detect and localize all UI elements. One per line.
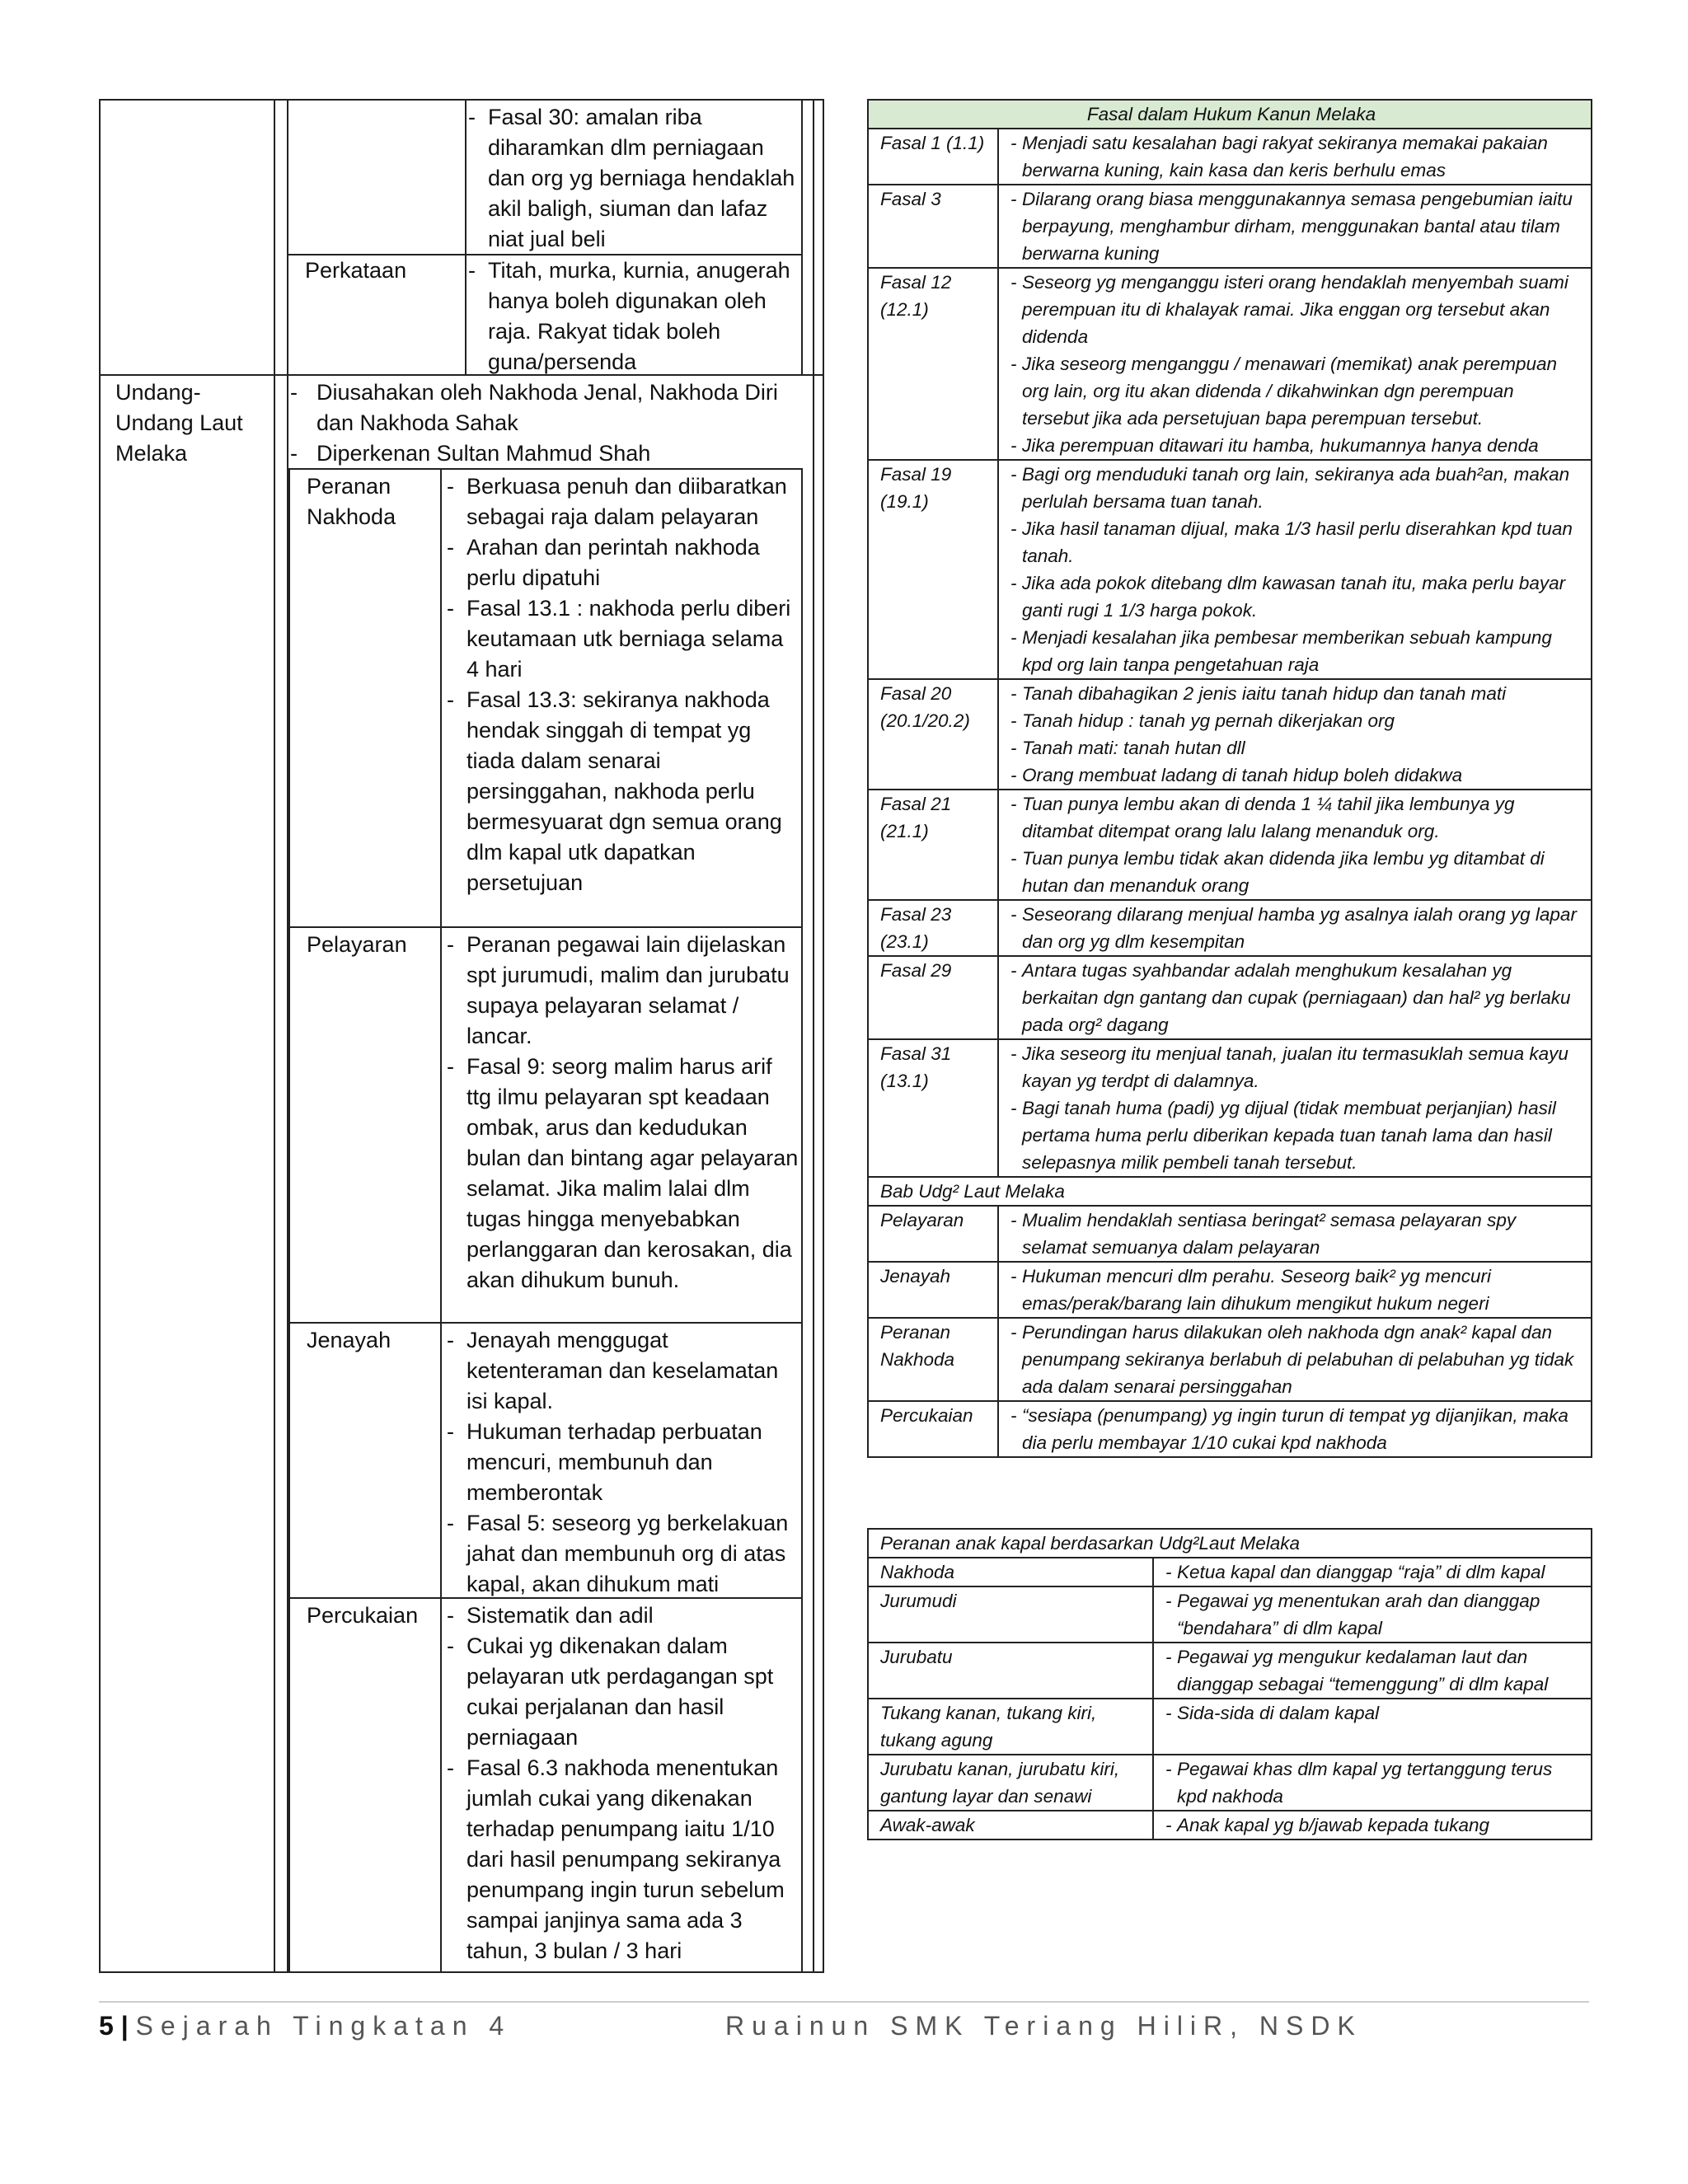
section-label: Undang-Undang Laut Melaka [115, 380, 243, 466]
list-item: Tanah mati: tanah hutan dll [1022, 738, 1245, 758]
list-item: Peranan pegawai lain dijelaskan spt jurumudi, malim dan jurubatu supaya pelayaran selamat / lancar. [467, 932, 790, 1048]
list-item: Jika hasil tanaman dijual, maka 1/3 hasil perlu diserahkan kpd tuan tanah. [1022, 518, 1573, 566]
list-item: Diusahakan oleh Nakhoda Jenal, Nakhoda Diri dan Nakhoda Sahak [316, 380, 778, 435]
row-label: Pelayaran [868, 1206, 998, 1262]
percukaian-cell: - Sistematik dan adil - Cukai yg dikenakan dalam pelayaran utk perdagangan spt cukai perjalanan dan hasil perniagaan - Fasal 6.3 nakhoda menentukan jumlah cukai yang dikenakan terhadap penumpang iaitu 1/10 dari hasil penumpang sekiranya penumpang ingin turun sebelum sampai janjinya sama ada 3 tahun, 3 bulan / 3 hari [447, 1601, 799, 1966]
table-row [868, 1206, 1592, 1262]
list-item: Jika perempuan ditawari itu hamba, hukumannya hanya denda [1022, 435, 1539, 456]
rule [440, 468, 442, 1971]
list-item: Berkuasa penuh dan diibaratkan sebagai raja dalam pelayaran [467, 474, 787, 529]
table-row [868, 790, 1592, 900]
list-item: Anak kapal yg b/jawab kepada tukang [1177, 1815, 1490, 1835]
list-item: Fasal 6.3 nakhoda menentukan jumlah cukai yang dikenakan terhadap penumpang iaitu 1/10 dari hasil penumpang sekiranya penumpang ingin turun sebelum sampai janjinya sama ada 3 tahun, 3 bulan / 3 hari [467, 1755, 785, 1963]
row-content: - Hukuman mencuri dlm perahu. Seseorg baik² yg mencuri emas/perak/barang lain dihukum mengikut hukum negeri [998, 1262, 1592, 1318]
table-row [868, 268, 1592, 460]
row-label: Jenayah [868, 1262, 998, 1318]
row-content: - Seseorg yg menganggu isteri orang hendaklah menyembah suami perempuan itu di khalayak ramai. Jika enggan org tersebut akan didenda - Jika seseorg menganggu / menawari (memikat) anak perempuan org lain, org itu akan didenda / dikahwinkan dgn perempuan tersebut jika ada persetujuan bapa perempuan tersebut. - Jika perempuan ditawari itu hamba, hukumannya hanya denda [998, 268, 1592, 460]
peranan-nakhoda-cell: - Berkuasa penuh dan diibaratkan sebagai raja dalam pelayaran - Arahan dan perintah nakhoda perlu dipatuhi - Fasal 13.1 : nakhoda perlu diberi keutamaan utk berniaga selama 4 hari - Fasal 13.3: sekiranya nakhoda hendak singgah di tempat yg tiada dalam senarai persinggahan, nakhoda perlu bermesyuarat dgn semua orang dlm kapal utk dapatkan persetujuan [447, 471, 799, 898]
perkataan-cell: - Titah, murka, kurnia, anugerah hanya boleh digunakan oleh raja. Rakyat tidak boleh guna/persenda [468, 255, 798, 377]
row-label: Fasal 23 (23.1) [868, 900, 998, 956]
row-label: Fasal 3 [868, 185, 998, 268]
row-content: - Jika seseorg itu menjual tanah, jualan itu termasuklah semua kayu kayan yg terdpt di dalamnya. - Bagi tanah huma (padi) yg dijual (tidak membuat perjanjian) hasil pertama huma perlu diberikan kepada tuan tanah lama dan hasil selepasnya milik pembeli tanah tersebut. [998, 1039, 1592, 1177]
list-item: Pegawai khas dlm kapal yg tertanggung terus kpd nakhoda [1177, 1759, 1553, 1807]
fasal-table [867, 99, 1592, 1458]
row-content: - Mualim hendaklah sentiasa beringat² semasa pelayaran spy selamat semuanya dalam pelayaran [998, 1206, 1592, 1262]
row-label: Fasal 20 (20.1/20.2) [868, 679, 998, 790]
list-item: Titah, murka, kurnia, anugerah hanya boleh digunakan oleh raja. Rakyat tidak boleh guna/persenda [488, 258, 790, 374]
list-item: Sida-sida di dalam kapal [1177, 1703, 1380, 1723]
list-item: Tuan punya lembu tidak akan didenda jika lembu yg ditambat di hutan dan menanduk orang [1022, 848, 1545, 896]
rule [813, 101, 814, 1971]
rule [801, 101, 803, 374]
table-title: Peranan anak kapal berdasarkan Udg²Laut Melaka [868, 1529, 1592, 1558]
row-content: - Anak kapal yg b/jawab kepada tukang [1153, 1811, 1592, 1840]
pelayaran-cell: - Peranan pegawai lain dijelaskan spt jurumudi, malim dan jurubatu supaya pelayaran selamat / lancar. - Fasal 9: seorg malim harus arif ttg ilmu pelayaran spt keadaan ombak, arus dan kedudukan bulan dan bintang agar pelayaran selamat. Jika malim lalai dlm tugas hingga menyebabkan perlanggaran dan kerosakan, dia akan dihukum bunuh. [447, 930, 799, 1296]
list-item: Pegawai yg mengukur kedalaman laut dan dianggap sebagai “temenggung” di dlm kapal [1177, 1647, 1549, 1694]
table-row [868, 1811, 1592, 1840]
row-content: - Sida-sida di dalam kapal [1153, 1699, 1592, 1755]
row-content: - Pegawai yg mengukur kedalaman laut dan dianggap sebagai “temenggung” di dlm kapal [1153, 1643, 1592, 1699]
table-row [868, 956, 1592, 1039]
table-row [868, 1401, 1592, 1457]
list-item: Dilarang orang biasa menggunakannya semasa pengebumian iaitu berpayung, menghambur dirham, menggunakan bantal atau tilam berwarna kuning [1022, 189, 1573, 264]
row-label: Fasal 12 (12.1) [868, 268, 998, 460]
list-item: Mualim hendaklah sentiasa beringat² semasa pelayaran spy selamat semuanya dalam pelayaran [1022, 1210, 1517, 1258]
table-row [868, 1586, 1592, 1643]
table-row [868, 1755, 1592, 1811]
page-number: 5 [99, 2011, 114, 2041]
row-label: Fasal 29 [868, 956, 998, 1039]
footer-subject: Sejarah Tingkatan 4 [135, 2011, 512, 2041]
row-label: Nakhoda [868, 1558, 1153, 1586]
footer-author-wrap [725, 2011, 1362, 2041]
list-item: Diperkenan Sultan Mahmud Shah [316, 441, 651, 466]
row-content: - Tanah dibahagikan 2 jenis iaitu tanah hidup dan tanah mati - Tanah hidup : tanah yg pernah dikerjakan org - Tanah mati: tanah hutan dll - Orang membuat ladang di tanah hidup boleh didakwa [998, 679, 1592, 790]
list-item: Antara tugas syahbandar adalah menghukum kesalahan yg berkaitan dgn gantang dan cupak (perniagaan) dan hal² yg berlaku pada org² dagang [1022, 960, 1571, 1035]
list-item: Tanah dibahagikan 2 jenis iaitu tanah hidup dan tanah mati [1022, 683, 1507, 704]
list-item: Seseorg yg menganggu isteri orang hendaklah menyembah suami perempuan itu di khalayak ramai. Jika enggan org tersebut akan didenda [1022, 272, 1568, 347]
row-content: - Pegawai yg menentukan arah dan dianggap “bendahara” di dlm kapal [1153, 1586, 1592, 1643]
list-item: Menjadi satu kesalahan bagi rakyat sekiranya memakai pakaian berwarna kuning, kain kasa dan keris berhulu emas [1022, 133, 1548, 180]
row-label: Peranan Nakhoda [307, 474, 396, 529]
table-row [868, 1262, 1592, 1318]
footer-rule [99, 2001, 1589, 2003]
list-item: Hukuman mencuri dlm perahu. Seseorg baik² yg mencuri emas/perak/barang lain dihukum mengikut hukum negeri [1022, 1266, 1492, 1314]
row-label: Jurumudi [868, 1586, 1153, 1643]
row-content: - Antara tugas syahbandar adalah menghukum kesalahan yg berkaitan dgn gantang dan cupak (perniagaan) dan hal² yg berlaku pada org² dagang [998, 956, 1592, 1039]
crew-table [867, 1528, 1592, 1840]
list-item: Perundingan harus dilakukan oleh nakhoda dgn anak² kapal dan penumpang sekiranya berlabuh di pelabuhan di pelabuhan yg tidak ada dalam senarai persinggahan [1022, 1322, 1574, 1397]
list-item: Jika seseorg menganggu / menawari (memikat) anak perempuan org lain, org itu akan didenda / dikahwinkan dgn perempuan tersebut jika ada persetujuan bapa perempuan tersebut. [1022, 354, 1558, 429]
row-label: Percukaian [307, 1603, 419, 1628]
row-content: - Menjadi satu kesalahan bagi rakyat sekiranya memakai pakaian berwarna kuning, kain kasa dan keris berhulu emas [998, 129, 1592, 185]
table-row [868, 1643, 1592, 1699]
table-row [868, 1039, 1592, 1177]
list-item: Menjadi kesalahan jika pembesar memberikan sebuah kampung kpd org lain tanpa pengetahuan raja [1022, 627, 1552, 675]
list-item: Seseorang dilarang menjual hamba yg asalnya ialah orang yg lapar dan org yg dlm kesempitan [1022, 904, 1577, 952]
rule [274, 101, 275, 1971]
rule [465, 101, 467, 374]
row-label: Jurubatu [868, 1643, 1153, 1699]
row-content: - “sesiapa (penumpang) yg ingin turun di tempat yg dijanjikan, maka dia perlu membayar 1/10 cukai kpd nakhoda [998, 1401, 1592, 1457]
list-item: Bagi tanah huma (padi) yg dijual (tidak membuat perjanjian) hasil pertama huma perlu diberikan kepada tuan tanah lama dan hasil selepasnya milik pembeli tanah tersebut. [1022, 1098, 1556, 1173]
list-item: Ketua kapal dan dianggap “raja” di dlm kapal [1177, 1562, 1545, 1582]
row-label: Fasal 1 (1.1) [868, 129, 998, 185]
row-label: Awak-awak [868, 1811, 1153, 1840]
row-label: Perkataan [305, 258, 407, 283]
list-item: Pegawai yg menentukan arah dan dianggap “bendahara” di dlm kapal [1177, 1591, 1540, 1638]
row-label: Fasal 31 (13.1) [868, 1039, 998, 1177]
rule [801, 468, 803, 1971]
row-label: Jenayah [307, 1328, 392, 1352]
list-item: Tuan punya lembu akan di denda 1 ¼ tahil jika lembunya yg ditambat ditempat orang lalu lalang menanduk org. [1022, 794, 1515, 841]
table-row [868, 900, 1592, 956]
row-content: - Seseorang dilarang menjual hamba yg asalnya ialah orang yg lapar dan org yg dlm kesempitan [998, 900, 1592, 956]
section-intro: - Diusahakan oleh Nakhoda Jenal, Nakhoda Diri dan Nakhoda Sahak - Diperkenan Sultan Mahmud Shah [290, 377, 801, 469]
row-label: Jurubatu kanan, jurubatu kiri, gantung layar dan senawi [868, 1755, 1153, 1811]
list-item: Fasal 30: amalan riba diharamkan dlm perniagaan dan org yg berniaga hendaklah akil baligh, siuman dan lafaz niat jual beli [488, 105, 795, 251]
table-row [868, 1699, 1592, 1755]
table-row [868, 129, 1592, 185]
table-subtitle: Bab Udg² Laut Melaka [868, 1177, 1592, 1206]
list-item: Fasal 13.3: sekiranya nakhoda hendak singgah di tempat yg tiada dalam senarai persinggahan, nakhoda perlu bermesyuarat dgn semua orang dlm kapal utk dapatkan persetujuan [467, 687, 782, 895]
list-item: Bagi org menduduki tanah org lain, sekiranya ada buah²an, makan perlulah bersama tuan tanah. [1022, 464, 1570, 512]
list-item: Jika seseorg itu menjual tanah, jualan itu termasuklah semua kayu kayan yg terdpt di dalamnya. [1022, 1043, 1568, 1091]
list-item: Fasal 9: seorg malim harus arif ttg ilmu pelayaran spt keadaan ombak, arus dan kedudukan bulan dan bintang agar pelayaran selamat. Jika malim lalai dlm tugas hingga menyebabkan perlanggaran dan kerosakan, dia akan dihukum bunuh. [467, 1054, 799, 1292]
row-label: Fasal 21 (21.1) [868, 790, 998, 900]
list-item: Jenayah menggugat ketenteraman dan keselamatan isi kapal. [467, 1328, 779, 1413]
list-item: Jika ada pokok ditebang dlm kawasan tanah itu, maka perlu bayar ganti rugi 1 1/3 harga pokok. [1022, 573, 1566, 621]
footer-separator: | [120, 2011, 129, 2041]
table-row [868, 679, 1592, 790]
list-item: Arahan dan perintah nakhoda perlu dipatuhi [467, 535, 760, 590]
list-item: Hukuman terhadap perbuatan mencuri, membunuh dan memberontak [467, 1419, 762, 1505]
row-label: Pelayaran [307, 932, 407, 957]
list-item: Tanah hidup : tanah yg pernah dikerjakan org [1022, 710, 1395, 731]
row-label: Peranan Nakhoda [868, 1318, 998, 1401]
list-item: Fasal 5: seseorg yg berkelakuan jahat dan membunuh org di atas kapal, akan dihukum mati [467, 1511, 789, 1596]
row-content: - Ketua kapal dan dianggap “raja” di dlm kapal [1153, 1558, 1592, 1586]
row-label: Fasal 19 (19.1) [868, 460, 998, 679]
row-content: - Bagi org menduduki tanah org lain, sekiranya ada buah²an, makan perlulah bersama tuan tanah. - Jika hasil tanaman dijual, maka 1/3 hasil perlu diserahkan kpd tuan tanah. - Jika ada pokok ditebang dlm kawasan tanah itu, maka perlu bayar ganti rugi 1 1/3 harga pokok. - Menjadi kesalahan jika pembesar memberikan sebuah kampung kpd org lain tanpa pengetahuan raja [998, 460, 1592, 679]
table-title: Fasal dalam Hukum Kanun Melaka [868, 100, 1592, 129]
table-row [868, 1558, 1592, 1586]
row-label: Percukaian [868, 1401, 998, 1457]
footer-author: Ruainun SMK Teriang HiliR, NSDK [725, 2011, 1362, 2041]
rule [287, 926, 803, 928]
row-label: Tukang kanan, tukang kiri, tukang agung [868, 1699, 1153, 1755]
fasal-30-cell: - Fasal 30: amalan riba diharamkan dlm perniagaan dan org yg berniaga hendaklah akil baligh, siuman dan lafaz niat jual beli [468, 102, 798, 255]
row-content: - Pegawai khas dlm kapal yg tertanggung terus kpd nakhoda [1153, 1755, 1592, 1811]
table-row [868, 185, 1592, 268]
row-content: - Perundingan harus dilakukan oleh nakhoda dgn anak² kapal dan penumpang sekiranya berlabuh di pelabuhan di pelabuhan yg tidak ada dalam senarai persinggahan [998, 1318, 1592, 1401]
row-content: - Tuan punya lembu akan di denda 1 ¼ tahil jika lembunya yg ditambat ditempat orang lalu lalang menanduk org. - Tuan punya lembu tidak akan didenda jika lembu yg ditambat di hutan dan menanduk orang [998, 790, 1592, 900]
list-item: Sistematik dan adil [467, 1603, 654, 1628]
footer [99, 2011, 511, 2041]
list-item: Cukai yg dikenakan dalam pelayaran utk perdagangan spt cukai perjalanan dan hasil perniagaan [467, 1633, 774, 1750]
list-item: Fasal 13.1 : nakhoda perlu diberi keutamaan utk berniaga selama 4 hari [467, 596, 791, 682]
table-row [868, 460, 1592, 679]
row-content: - Dilarang orang biasa menggunakannya semasa pengebumian iaitu berpayung, menghambur dirham, menggunakan bantal atau tilam berwarna kuning [998, 185, 1592, 268]
list-item: Orang membuat ladang di tanah hidup boleh didakwa [1022, 765, 1463, 785]
rule [287, 1322, 803, 1324]
jenayah-cell: - Jenayah menggugat ketenteraman dan keselamatan isi kapal. - Hukuman terhadap perbuatan mencuri, membunuh dan memberontak - Fasal 5: seseorg yg berkelakuan jahat dan membunuh org di atas kapal, akan dihukum mati [447, 1325, 799, 1600]
table-row [868, 1318, 1592, 1401]
list-item: “sesiapa (penumpang) yg ingin turun di tempat yg dijanjikan, maka dia perlu membayar 1/10 cukai kpd nakhoda [1022, 1405, 1568, 1453]
rule [288, 468, 290, 1971]
